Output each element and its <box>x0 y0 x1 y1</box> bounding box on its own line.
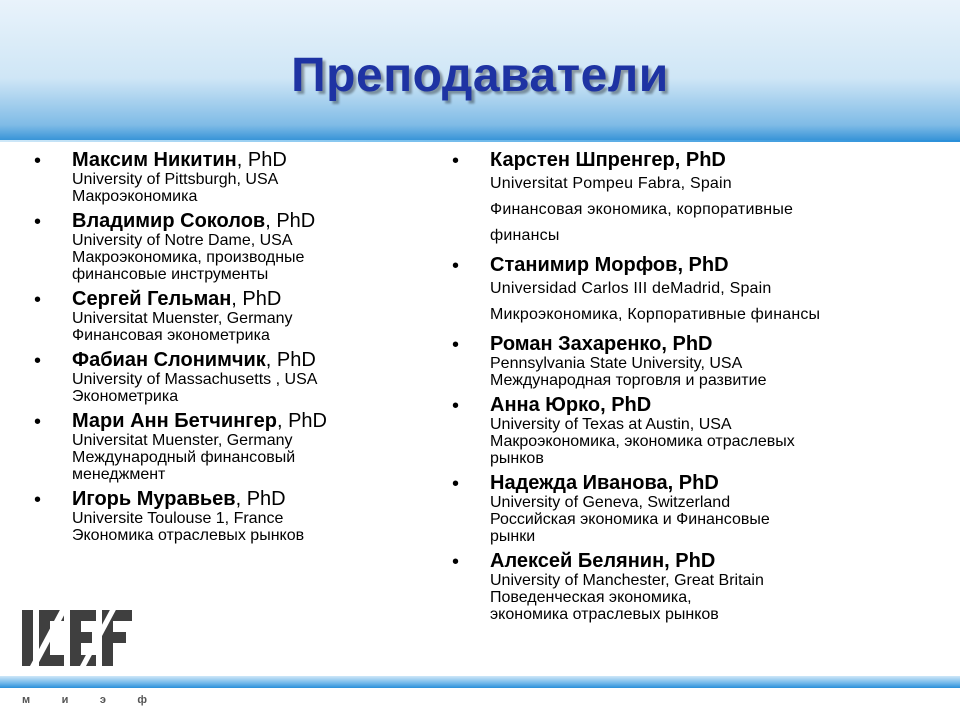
faculty-name-line <box>72 350 434 371</box>
icef-logo <box>22 606 137 670</box>
faculty-entry <box>490 150 927 249</box>
faculty-name: Владимир Соколов <box>72 210 266 232</box>
faculty-field: Международный финансовый <box>72 449 296 466</box>
faculty-entry <box>72 411 434 483</box>
faculty-field: Финансовая эконометрика <box>72 327 270 344</box>
faculty-university: University of Pittsburgh, USA <box>72 171 279 188</box>
logo-letter: м <box>22 694 31 706</box>
list-item <box>34 211 434 283</box>
faculty-name: Анна Юрко, PhD <box>490 394 652 416</box>
faculty-list-right <box>452 150 927 623</box>
faculty-degree: , PhD <box>276 410 327 432</box>
faculty-name: Роман Захаренко, PhD <box>490 333 713 355</box>
page-title: Преподаватели <box>291 49 669 102</box>
logo-letter: и <box>61 694 69 706</box>
faculty-name: Надежда Иванова, PhD <box>490 472 719 494</box>
faculty-entry <box>72 150 434 205</box>
faculty-university: University of Geneva, Switzerland <box>490 494 731 511</box>
faculty-degree: , PhD <box>236 149 287 171</box>
list-item <box>34 489 434 544</box>
faculty-field: финансы <box>490 227 560 244</box>
faculty-university: University of Massachusetts , USA <box>72 371 318 388</box>
faculty-field: Микроэкономика, Корпоративные финансы <box>490 306 821 323</box>
footer-band <box>0 676 960 688</box>
list-item <box>452 255 927 328</box>
bullet-icon: • <box>34 489 42 511</box>
faculty-university: Universite Toulouse 1, France <box>72 510 284 527</box>
faculty-university: Pennsylvania State University, USA <box>490 355 743 372</box>
faculty-field: экономика отраслевых рынков <box>490 606 719 623</box>
faculty-university: Universitat Muenster, Germany <box>72 432 293 449</box>
faculty-entry <box>490 551 927 623</box>
faculty-entry <box>72 289 434 344</box>
faculty-university: University of Notre Dame, USA <box>72 232 293 249</box>
faculty-name-line <box>72 211 434 232</box>
bullet-icon: • <box>452 255 460 277</box>
faculty-field: финансовые инструменты <box>72 266 269 283</box>
list-item <box>452 334 927 389</box>
bullet-icon: • <box>34 411 42 433</box>
faculty-university: University of Texas at Austin, USA <box>490 416 732 433</box>
faculty-degree: , PhD <box>265 349 316 371</box>
faculty-field: Макроэкономика <box>72 188 198 205</box>
bullet-icon: • <box>34 211 42 233</box>
faculty-field: Российская экономика и Финансовые <box>490 511 770 528</box>
faculty-entry <box>490 473 927 545</box>
faculty-degree: , PhD <box>265 210 316 232</box>
faculty-name: Карстен Шпренгер, PhD <box>490 149 726 171</box>
list-item <box>452 473 927 545</box>
faculty-field: менеджмент <box>72 466 166 483</box>
bullet-icon: • <box>452 334 460 356</box>
faculty-entry <box>72 350 434 405</box>
bullet-icon: • <box>34 150 42 172</box>
faculty-name: Сергей Гельман <box>72 288 232 310</box>
list-item <box>452 551 927 623</box>
bullet-icon: • <box>452 473 460 495</box>
faculty-university: Universitat Pompeu Fabra, Spain <box>490 175 732 192</box>
faculty-entry <box>490 395 927 467</box>
faculty-name: Максим Никитин <box>72 149 237 171</box>
faculty-field: Макроэкономика, производные <box>72 249 305 266</box>
logo-letter: ф <box>137 694 147 706</box>
faculty-field: Эконометрика <box>72 388 179 405</box>
faculty-name-line <box>72 150 434 171</box>
faculty-list-left <box>34 150 434 544</box>
list-item <box>452 395 927 467</box>
list-item <box>34 350 434 405</box>
faculty-field: рынки <box>490 528 536 545</box>
faculty-name: Фабиан Слонимчик <box>72 349 266 371</box>
faculty-name: Алексей Белянин, PhD <box>490 550 716 572</box>
list-item <box>34 289 434 344</box>
faculty-name: Станимир Морфов, PhD <box>490 254 729 276</box>
faculty-entry <box>72 211 434 283</box>
faculty-entry <box>490 334 927 389</box>
faculty-field: рынков <box>490 450 544 467</box>
faculty-entry <box>72 489 434 544</box>
bullet-icon: • <box>34 289 42 311</box>
bullet-icon: • <box>452 395 460 417</box>
faculty-name: Игорь Муравьев <box>72 488 236 510</box>
faculty-field: Макроэкономика, экономика отраслевых <box>490 433 795 450</box>
faculty-name-line <box>72 289 434 310</box>
faculty-name: Мари Анн Бетчингер <box>72 410 277 432</box>
faculty-field: Поведенческая экономика, <box>490 589 692 606</box>
faculty-degree: , PhD <box>231 288 282 310</box>
bullet-icon: • <box>452 551 460 573</box>
faculty-field: Международная торговля и развитие <box>490 372 767 389</box>
logo-caption <box>22 694 147 706</box>
faculty-name-line <box>72 411 434 432</box>
faculty-university: University of Manchester, Great Britain <box>490 572 764 589</box>
bullet-icon: • <box>34 350 42 372</box>
list-item <box>452 150 927 249</box>
bullet-icon: • <box>452 150 460 172</box>
logo-letter: э <box>99 694 106 706</box>
faculty-university: Universidad Carlos III deMadrid, Spain <box>490 280 772 297</box>
list-item <box>34 411 434 483</box>
faculty-degree: , PhD <box>235 488 286 510</box>
list-item <box>34 150 434 205</box>
faculty-name-line <box>72 489 434 510</box>
header-divider <box>0 140 960 142</box>
faculty-field: Экономика отраслевых рынков <box>72 527 305 544</box>
faculty-field: Финансовая экономика, корпоративные <box>490 201 794 218</box>
faculty-university: Universitat Muenster, Germany <box>72 310 293 327</box>
faculty-entry <box>490 255 927 328</box>
